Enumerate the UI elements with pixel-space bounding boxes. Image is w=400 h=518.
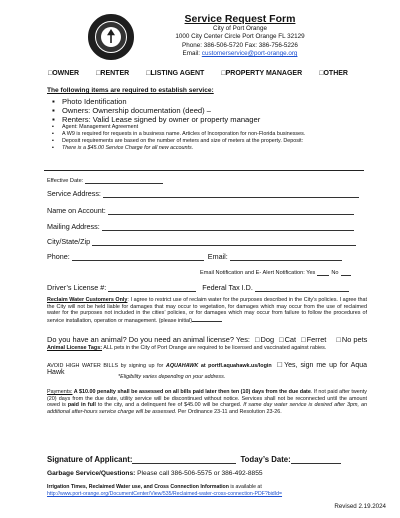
- todays-date-line[interactable]: [291, 455, 341, 464]
- animal-option-ferret[interactable]: □ Ferret: [301, 335, 326, 344]
- signature-label: Signature of Applicant:: [47, 455, 133, 464]
- drivers-license-field[interactable]: [47, 283, 349, 292]
- federal-tax-label: Federal Tax I.D.: [202, 283, 253, 292]
- city-state-zip-line[interactable]: [92, 238, 356, 246]
- owner-type-renter[interactable]: □RENTER: [96, 70, 130, 77]
- mailing-address-field[interactable]: [47, 222, 354, 231]
- animal-tags-paragraph: [47, 345, 367, 352]
- aquahawk-signup-option[interactable]: □ Yes, sign me up for Aqua Hawk: [47, 362, 367, 376]
- city-seal-icon: [88, 14, 134, 60]
- email-notification-no-label: No: [331, 270, 339, 276]
- animal-tags-heading: Animal License Tags:: [47, 345, 103, 351]
- name-on-account-field[interactable]: [47, 206, 354, 215]
- payments-heading: Payments:: [47, 389, 73, 395]
- aquahawk-url: at portfl.aquahawk.us/login: [198, 363, 272, 369]
- requirement-item: ▪ Agent: Management Agreement: [52, 124, 372, 131]
- email-field-label: Email:: [207, 252, 228, 261]
- contact-line: [47, 470, 263, 477]
- todays-date-label: Today’s Date:: [240, 455, 291, 464]
- section-divider: [44, 170, 364, 171]
- revision-date: Revised 2.19.2024: [334, 503, 386, 510]
- payments-paragraph: Payments: A $10.00 penalty shall be assessed on all bills paid later then ten (10) days from the due date. If not paid after twenty (20) days from the due date, utility service will be discontinued without notice. Services shall not be reconnected until the amount owed is paid in full to the city, and a delinquent fee of $45.00 will be charged. If same day water service is desired after 3pm, an additional after-hours service charge will be assessed. Per Ordinance 23-11 and Resolution 23-26.: [47, 389, 368, 416]
- animal-option-cat[interactable]: □ Cat: [279, 335, 296, 344]
- requirement-item: ▪ Owners: Ownership documentation (deed) –: [52, 106, 372, 115]
- service-address-line[interactable]: [103, 190, 359, 198]
- phone-label: Phone:: [47, 252, 70, 261]
- drivers-license-label: Driver’s License #:: [47, 283, 107, 292]
- reclaimed-body: : I agree to restrict use of reclaim water for the purposes described in the City’s policies. I agree that the City will not be held liable for damages that may occur to vegetation, for damages which may occur from the use of reclaimed water for the purposes not included in the cities’ policies, or for damages which may occur from failure to follow the procedures of service installation, operation or management. (please initial): [47, 297, 367, 325]
- aquahawk-note: *Eligibility varies depending on your address.: [118, 374, 226, 380]
- org-email-line: [140, 50, 340, 58]
- effective-date-field[interactable]: [47, 176, 163, 184]
- service-address-label: Service Address:: [47, 189, 101, 198]
- requirement-item: ▪ Renters: Valid Lease signed by owner or property manager: [52, 115, 372, 124]
- irrigation-heading: Irrigation Times, Reclaimed Water use, and Cross Connection Information: [47, 484, 229, 490]
- effective-date-label: Effective Date:: [47, 178, 84, 184]
- requirements-list: [52, 97, 372, 152]
- animal-tags-body: ALL pets in the City of Port Orange are required to be licensed and vaccinated against rabies.: [102, 345, 327, 351]
- owner-type-property-manager[interactable]: □PROPERTY MANAGER: [221, 70, 303, 77]
- contact-heading: Garbage Service/Questions:: [47, 470, 136, 477]
- requirement-item: ▪ A W9 is required for requests in a business name. Articles of Incorporation for non-Florida businesses.: [52, 131, 372, 138]
- aquahawk-prefix: AVOID HIGH WATER BILLS by signing up for: [47, 363, 166, 369]
- animal-option-dog[interactable]: □ Dog: [255, 335, 274, 344]
- owner-type-other[interactable]: □OTHER: [319, 70, 348, 77]
- owner-type-listing-agent[interactable]: □LISTING AGENT: [146, 70, 205, 77]
- reclaimed-initial-line[interactable]: [192, 317, 222, 322]
- form-header: [140, 13, 340, 59]
- email-link[interactable]: customerservice@port-orange.org: [201, 50, 298, 58]
- email-field-line[interactable]: [230, 253, 342, 261]
- phone-field[interactable]: [47, 252, 342, 261]
- org-name: City of Port Orange: [213, 25, 267, 32]
- service-address-field[interactable]: [47, 189, 359, 198]
- requirement-item: ▪ Deposit requirements are based on the number of meters and size of meters at the property. Deposit:: [52, 138, 372, 145]
- irrigation-link[interactable]: http://www.port-orange.org/DocumentCenter/View/535/Reclaimed-water-cross-connection-PDF?bidId=: [47, 490, 283, 497]
- irrigation-info: Irrigation Times, Reclaimed Water use, and Cross Connection Information is available at http://www.port-orange.org/DocumentCenter/View/535/Reclaimed-water-cross-connection-PDF?bidId=: [47, 484, 283, 497]
- animal-question-label: Do you have an animal? Do you need an animal license? Yes:: [47, 335, 250, 344]
- org-address: 1000 City Center Circle Port Orange FL 32129: [175, 33, 305, 41]
- reclaimed-heading: Reclaim Water Customers Only: [47, 297, 128, 303]
- owner-type-owner[interactable]: □OWNER: [48, 70, 80, 77]
- name-on-account-line[interactable]: [108, 207, 354, 215]
- email-notification-label: Email Notification and E- Alert Notification: Yes: [200, 270, 316, 276]
- federal-tax-line[interactable]: [255, 284, 349, 292]
- phone-line[interactable]: [72, 253, 204, 261]
- name-on-account-label: Name on Account:: [47, 206, 106, 215]
- requirement-item: ▪ There is a $45.00 Service Charge for all new accounts.: [52, 145, 372, 152]
- owner-type-options: [48, 70, 348, 77]
- email-label: Email:: [182, 50, 201, 58]
- reclaimed-water-paragraph: [47, 297, 367, 325]
- city-state-zip-label: City/State/Zip: [47, 237, 91, 246]
- signature-row: [47, 455, 341, 464]
- page-title: Service Request Form: [184, 13, 296, 25]
- animal-question: [47, 335, 367, 344]
- contact-text: Please call 386-506-5575 or 386-492-8855: [135, 470, 263, 477]
- email-notification-yes-line[interactable]: [317, 268, 329, 276]
- drivers-license-line[interactable]: [108, 284, 196, 292]
- requirements-title: The following items are required to establish service:: [47, 87, 214, 94]
- email-notification-no-line[interactable]: [341, 268, 351, 276]
- city-state-zip-field[interactable]: [47, 237, 356, 246]
- signature-line[interactable]: [132, 455, 236, 464]
- effective-date-line[interactable]: [85, 176, 163, 184]
- mailing-address-line[interactable]: [102, 223, 354, 231]
- mailing-address-label: Mailing Address:: [47, 222, 100, 231]
- aquahawk-brand: AQUAHAWK: [165, 363, 199, 369]
- animal-option-no-pets[interactable]: □ No pets: [336, 335, 367, 344]
- org-phone-fax: Phone: 386-506-5720 Fax: 386-756-5226: [182, 41, 298, 49]
- email-notification-field[interactable]: [200, 268, 351, 276]
- requirement-item: ▪ Photo Identification: [52, 97, 372, 106]
